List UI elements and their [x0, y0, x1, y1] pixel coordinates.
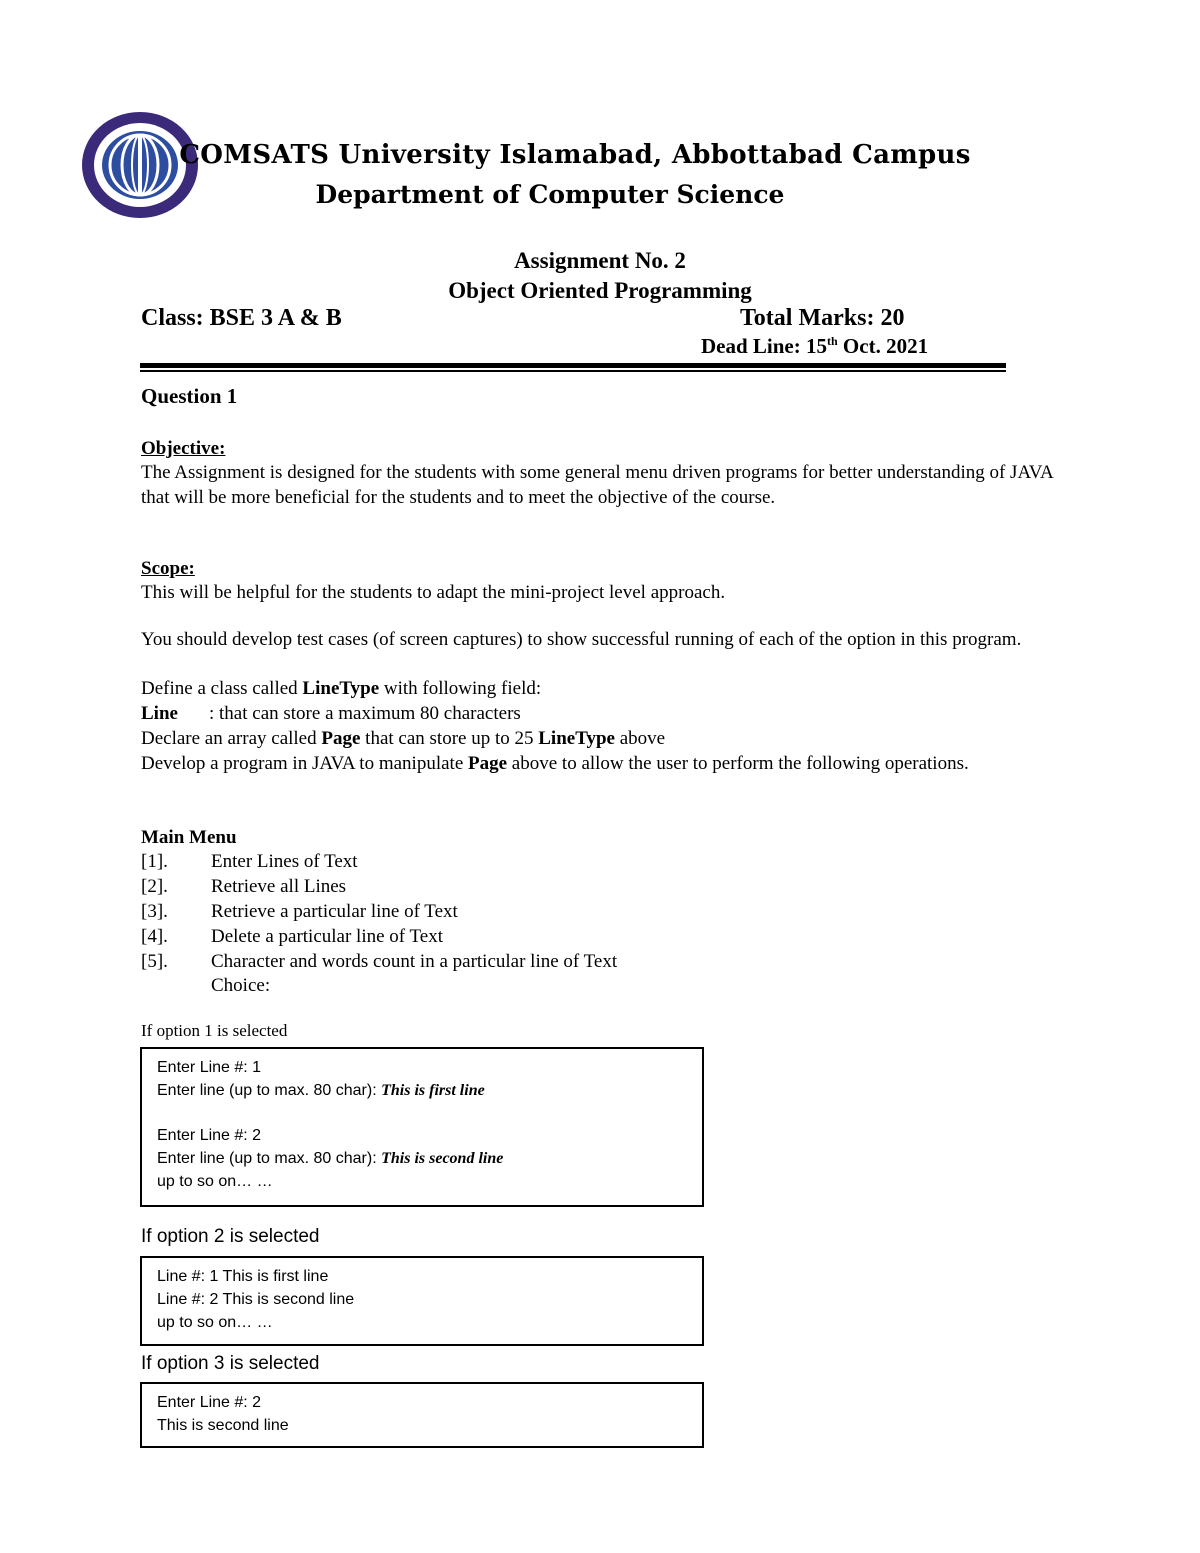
option2-label: If option 2 is selected — [141, 1226, 320, 1247]
deadline: Dead Line: 15th Oct. 2021 — [701, 334, 929, 358]
main-menu-heading: Main Menu — [141, 827, 237, 848]
option3-output-box — [140, 1382, 704, 1448]
menu-item: [4]. Delete a particular line of Text — [141, 926, 444, 947]
divider-thick — [140, 363, 1006, 368]
question-title: Question 1 — [141, 384, 238, 408]
line-field-line: Line : that can store a maximum 80 characters — [141, 703, 521, 724]
menu-item: [2]. Retrieve all Lines — [141, 876, 347, 897]
develop-program-line: Develop a program in JAVA to manipulate Page above to allow the user to perform the following operations. — [141, 753, 969, 774]
menu-item: [5]. Character and words count in a particular line of Text — [141, 951, 618, 972]
option1-line: Enter line (up to max. 80 char): This is first line — [157, 1082, 485, 1099]
option1-line: Enter Line #: 2 — [157, 1127, 262, 1144]
option2-output-box — [140, 1256, 704, 1346]
university-name: COMSATS University Islamabad, Abbottabad Campus — [179, 140, 971, 170]
option2-line: Line #: 1 This is first line — [157, 1268, 329, 1285]
option1-output-box — [140, 1047, 704, 1207]
option2-line: up to so on… … — [157, 1314, 273, 1331]
option1-line: up to so on… … — [157, 1173, 273, 1190]
option1-label: If option 1 is selected — [141, 1021, 288, 1040]
divider-thin — [140, 370, 1006, 372]
menu-item: [1]. Enter Lines of Text — [141, 851, 358, 872]
define-class-line: Define a class called LineType with following field: — [141, 678, 542, 699]
option3-line: This is second line — [157, 1417, 289, 1434]
scope-heading: Scope: — [141, 558, 195, 579]
option3-label: If option 3 is selected — [141, 1353, 320, 1374]
option1-line: Enter Line #: 1 — [157, 1059, 262, 1076]
objective-heading: Objective: — [141, 438, 226, 459]
scope-text: This will be helpful for the students to adapt the mini-project level approach. — [141, 582, 726, 603]
option1-line: Enter line (up to max. 80 char): This is second line — [157, 1150, 504, 1167]
test-cases-paragraph: You should develop test cases (of screen captures) to show successful running of each of the option in this program. — [141, 629, 1022, 650]
class-info: Class: BSE 3 A & B — [141, 305, 342, 331]
menu-item: [3]. Retrieve a particular line of Text — [141, 901, 458, 922]
total-marks: Total Marks: 20 — [740, 305, 905, 331]
objective-text: The Assignment is designed for the students with some general menu driven programs for better understanding of JAVA that will be more beneficial for the students and to meet the objective of the course. — [141, 462, 1053, 508]
option2-line: Line #: 2 This is second line — [157, 1291, 355, 1308]
declare-array-line: Declare an array called Page that can store up to 25 LineType above — [141, 728, 666, 749]
assignment-number: Assignment No. 2 — [514, 248, 686, 273]
menu-choice-prompt: Choice: — [211, 975, 271, 996]
option3-line: Enter Line #: 2 — [157, 1394, 262, 1411]
department-name: Department of Computer Science — [315, 180, 785, 209]
course-name: Object Oriented Programming — [448, 278, 752, 303]
